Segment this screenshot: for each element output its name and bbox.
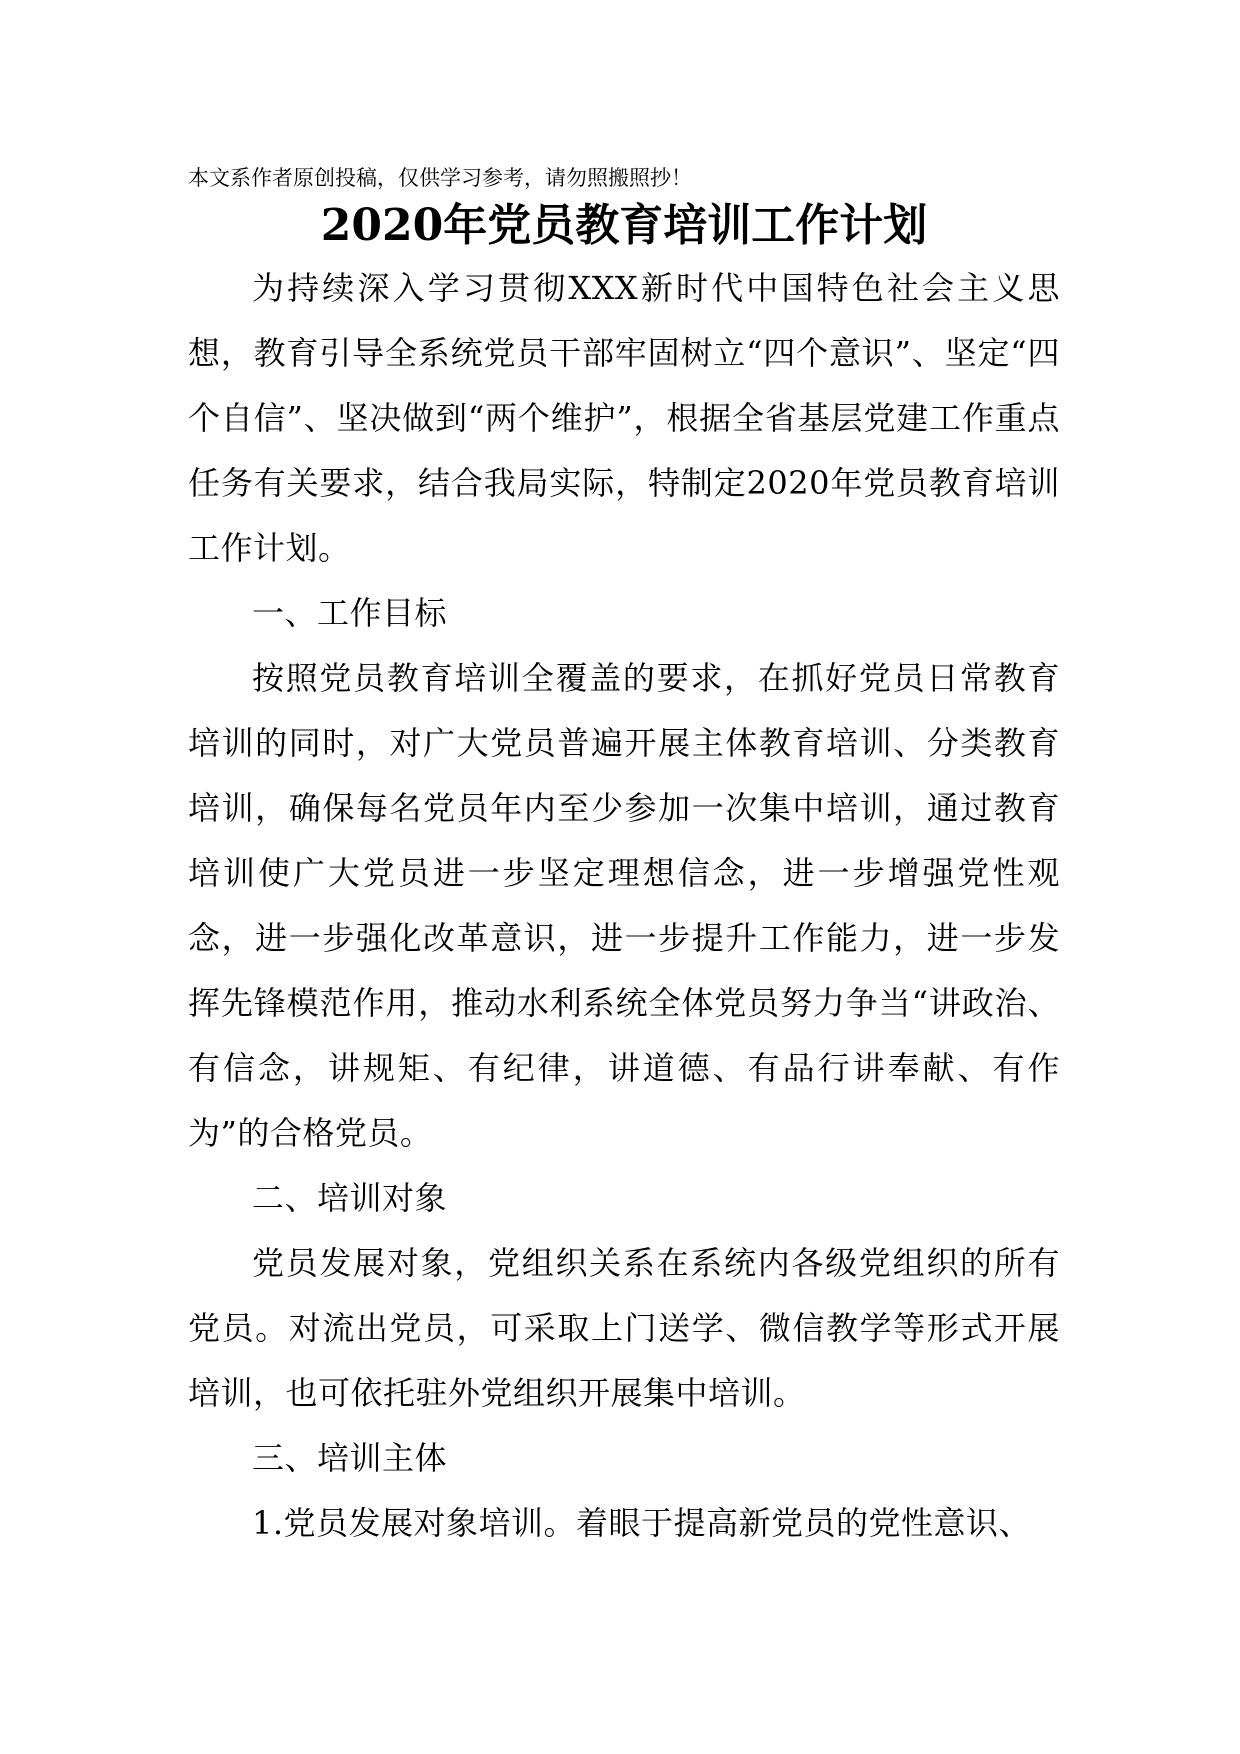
section-heading-subjects: 三、培训主体	[252, 1439, 448, 1477]
document-page	[188, 162, 1060, 1556]
goals-paragraph: 按照党员教育培训全覆盖的要求，在抓好党员日常教育培训的同时，对广大党员普遍开展主体教育培训、分类教育培训，确保每名党员年内至少参加一次集中培训，通过教育培训使广大党员进一步坚定理想信念，进一步增强党性观念，进一步强化改革意识，进一步提升工作能力，进一步发挥先锋模范作用，推动水利系统全体党员努力争当“讲政治、有信念，讲规矩、有纪律，讲道德、有品行讲奉献、有作为”的合格党员。	[188, 659, 1060, 1152]
intro-paragraph: 为持续深入学习贯彻XXX新时代中国特色社会主义思想，教育引导全系统党员干部牢固树立“四个意识”、坚定“四个自信”、坚决做到“两个维护”，根据全省基层党建工作重点任务有关要求，结合我局实际，特制定2020年党员教育培训工作计划。	[188, 269, 1060, 567]
targets-paragraph: 党员发展对象，党组织关系在系统内各级党组织的所有党员。对流出党员，可采取上门送学、微信教学等形式开展培训，也可依托驻外党组织开展集中培训。	[188, 1244, 1060, 1412]
section-heading-goals: 一、工作目标	[252, 594, 448, 632]
document-title: 2020年党员教育培训工作计划	[320, 200, 928, 251]
subjects-paragraph: 1.党员发展对象培训。着眼于提高新党员的党性意识、	[252, 1504, 1032, 1542]
section-heading-targets: 二、培训对象	[252, 1179, 448, 1217]
author-note: 本文系作者原创投稿，仅供学习参考，请勿照搬照抄！	[188, 166, 692, 190]
